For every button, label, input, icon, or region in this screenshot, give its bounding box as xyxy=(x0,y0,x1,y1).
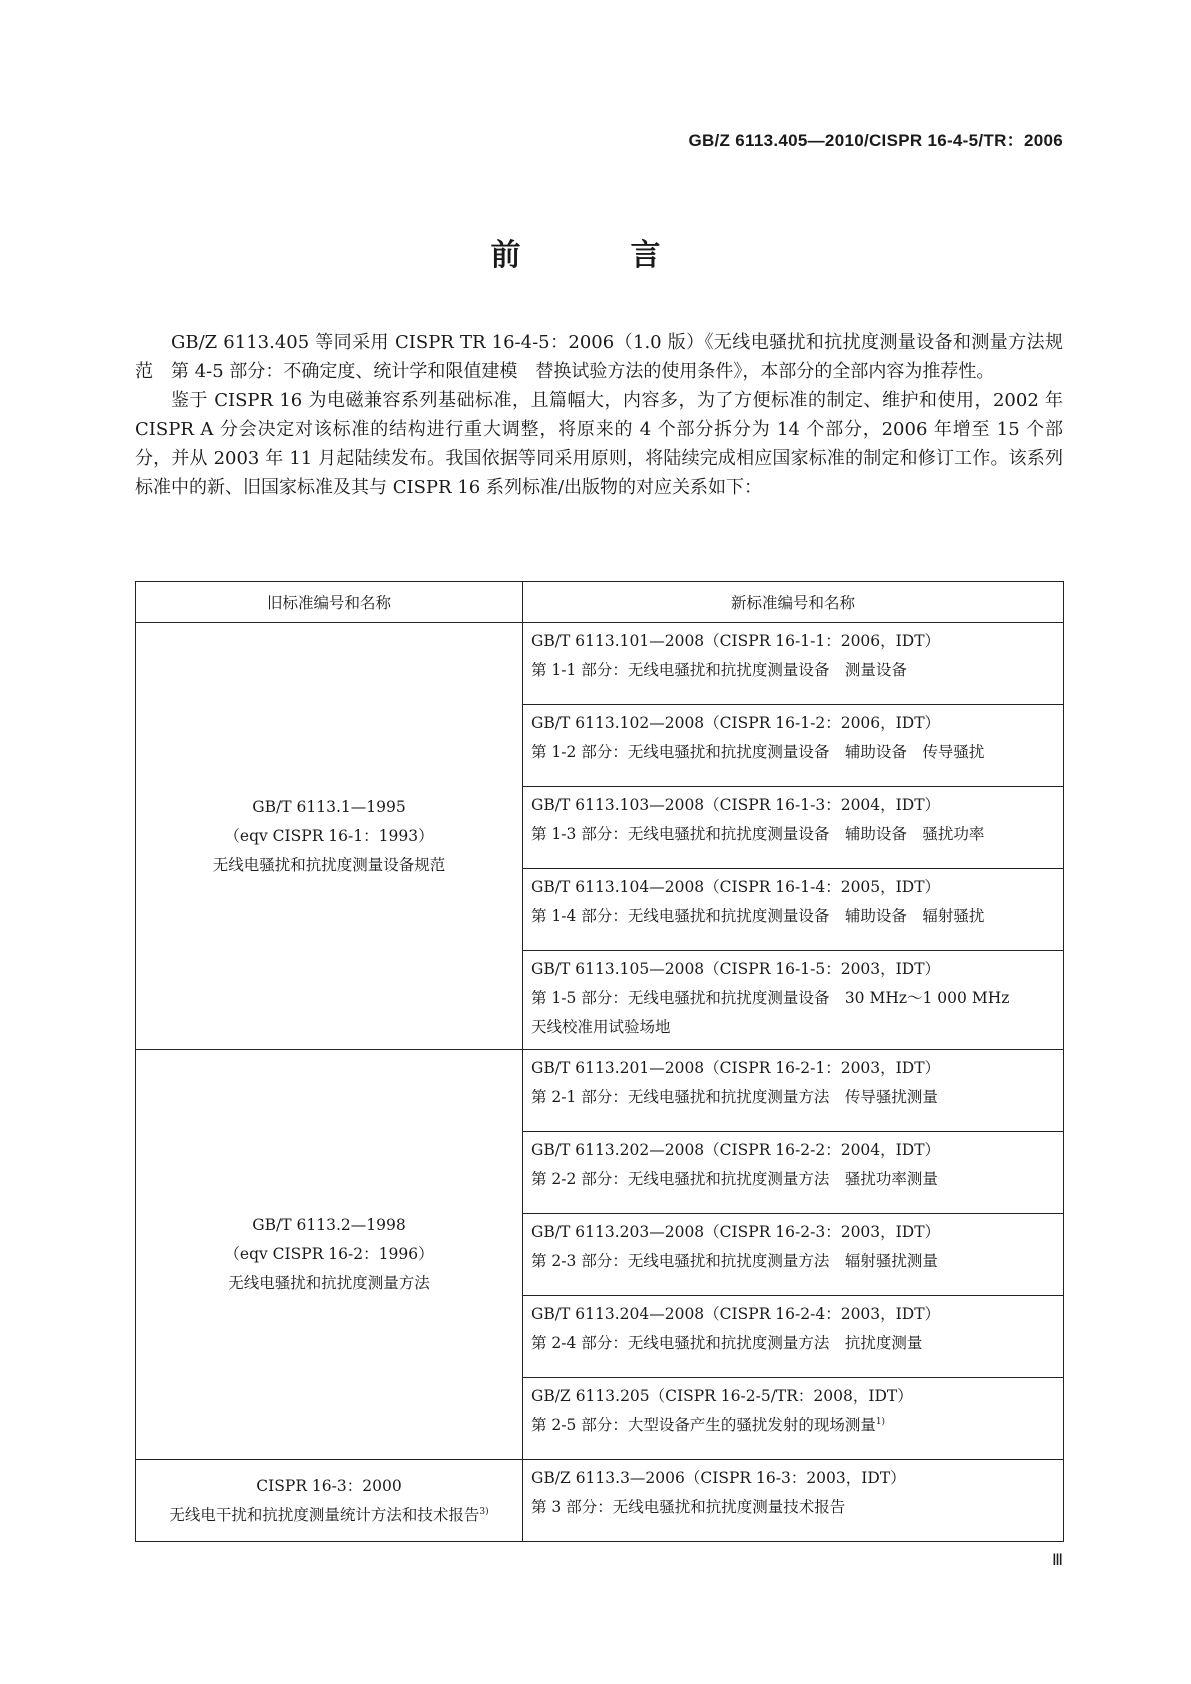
new-standard-title: 第 2-2 部分：无线电骚扰和抗扰度测量方法 骚扰功率测量 xyxy=(531,1170,938,1188)
new-standard-title: 第 2-1 部分：无线电骚扰和抗扰度测量方法 传导骚扰测量 xyxy=(531,1088,938,1106)
new-standard-title xyxy=(531,1411,1057,1440)
old-standard-cell xyxy=(136,623,523,1050)
new-standard-cell xyxy=(523,1132,1064,1214)
new-standard-title: 第 2-3 部分：无线电骚扰和抗扰度测量方法 辐射骚扰测量 xyxy=(531,1252,938,1270)
footnote-marker: 3) xyxy=(479,1506,489,1517)
new-standard-title: 第 1-2 部分：无线电骚扰和抗扰度测量设备 辅助设备 传导骚扰 xyxy=(531,743,985,761)
new-standard-cell xyxy=(523,623,1064,705)
table-row xyxy=(136,1460,1064,1542)
table-row xyxy=(136,1050,1064,1132)
new-standard-code: GB/T 6113.202—2008（CISPR 16-2-2：2004，IDT） xyxy=(531,1141,941,1159)
old-standard-equivalence: （eqv CISPR 16-1：1993） xyxy=(224,826,434,845)
new-standard-title: 第 2-4 部分：无线电骚扰和抗扰度测量方法 抗扰度测量 xyxy=(531,1334,923,1352)
old-standard-header: 旧标准编号和名称 xyxy=(136,582,523,623)
new-standard-title: 第 1-4 部分：无线电骚扰和抗扰度测量设备 辅助设备 辐射骚扰 xyxy=(531,907,985,925)
old-standard-cell xyxy=(136,1050,523,1460)
old-standard-code: GB/T 6113.2—1998 xyxy=(252,1216,406,1234)
new-standard-code: GB/T 6113.203—2008（CISPR 16-2-3：2003，IDT） xyxy=(531,1223,941,1241)
page-title: 前 言 xyxy=(490,238,701,273)
new-standard-cell xyxy=(523,1214,1064,1296)
new-standard-code: GB/T 6113.102—2008（CISPR 16-1-2：2006，IDT） xyxy=(531,714,941,732)
paragraph: GB/Z 6113.405 等同采用 CISPR TR 16-4-5：2006（1.0 版）《无线电骚扰和抗扰度测量设备和测量方法规范 第 4-5 部分：不确定度、统计学和限值建模 替换试验方法的使用条件》，本部分的全部内容为推荐性。 xyxy=(135,332,1063,382)
new-standard-code: GB/T 6113.201—2008（CISPR 16-2-1：2003，IDT） xyxy=(531,1059,941,1077)
document-code-header: GB/Z 6113.405—2010/CISPR 16-4-5/TR：2006 xyxy=(688,131,1063,150)
new-standard-title: 第 1-5 部分：无线电骚扰和抗扰度测量设备 30 MHz～1 000 MHz xyxy=(531,989,1010,1007)
old-standard-code: GB/T 6113.1—1995 xyxy=(252,797,406,816)
new-standard-cell xyxy=(523,951,1064,1050)
paragraph: 鉴于 CISPR 16 为电磁兼容系列基础标准，且篇幅大，内容多，为了方便标准的制定、维护和使用，2002 年 CISPR A 分会决定对该标准的结构进行重大调整，将原来的 4 个部分拆分为 14 个部分，2006 年增至 15 个部分，并从 2003 年 11 月起陆续发布。我国依据等同采用原则，将陆续完成相应国家标准的制定和修订工作。该系列标准中的新、旧国家标准及其与 CISPR 16 系列标准/出版物的对应关系如下： xyxy=(135,390,1063,498)
old-standard-code: CISPR 16-3：2000 xyxy=(256,1476,402,1495)
page-number: Ⅲ xyxy=(1051,1552,1063,1569)
old-standard-title-text: 无线电干扰和抗扰度测量统计方法和技术报告 xyxy=(169,1505,480,1524)
new-standard-title-text: 第 2-5 部分：大型设备产生的骚扰发射的现场测量 xyxy=(531,1416,876,1434)
new-standard-title-continued: 天线校准用试验场地 xyxy=(531,1018,671,1036)
table-row xyxy=(136,623,1064,705)
new-standard-cell xyxy=(523,787,1064,869)
new-standard-cell xyxy=(523,1460,1064,1542)
new-standard-cell xyxy=(523,705,1064,787)
new-standard-title: 第 1-3 部分：无线电骚扰和抗扰度测量设备 辅助设备 骚扰功率 xyxy=(531,825,985,843)
old-standard-title: 无线电骚扰和抗扰度测量设备规范 xyxy=(212,855,446,874)
new-standard-cell xyxy=(523,1296,1064,1378)
new-standard-title: 第 3 部分：无线电骚扰和抗扰度测量技术报告 xyxy=(531,1498,846,1516)
old-standard-title: 无线电骚扰和抗扰度测量方法 xyxy=(228,1274,430,1292)
new-standard-title: 第 1-1 部分：无线电骚扰和抗扰度测量设备 测量设备 xyxy=(531,661,907,679)
new-standard-code: GB/T 6113.104—2008（CISPR 16-1-4：2005，IDT） xyxy=(531,878,941,896)
new-standard-code: GB/T 6113.204—2008（CISPR 16-2-4：2003，IDT） xyxy=(531,1305,941,1323)
new-standard-code: GB/T 6113.103—2008（CISPR 16-1-3：2004，IDT） xyxy=(531,796,941,814)
standards-mapping-table xyxy=(135,581,1064,1542)
old-standard-title xyxy=(140,1501,518,1530)
footnote-marker: 1) xyxy=(875,1416,886,1427)
new-standard-header: 新标准编号和名称 xyxy=(523,582,1064,623)
new-standard-code: GB/Z 6113.3—2006（CISPR 16-3：2003，IDT） xyxy=(531,1469,906,1487)
new-standard-cell xyxy=(523,869,1064,951)
new-standard-code: GB/T 6113.105—2008（CISPR 16-1-5：2003，IDT） xyxy=(531,960,941,978)
new-standard-code: GB/T 6113.101—2008（CISPR 16-1-1：2006，IDT） xyxy=(531,632,941,650)
new-standard-cell xyxy=(523,1050,1064,1132)
table-header-row xyxy=(136,582,1064,623)
old-standard-cell xyxy=(136,1460,523,1542)
old-standard-equivalence: （eqv CISPR 16-2：1996） xyxy=(224,1245,434,1263)
new-standard-code: GB/Z 6113.205（CISPR 16-2-5/TR：2008，IDT） xyxy=(531,1387,913,1405)
foreword-body xyxy=(135,328,1063,502)
new-standard-cell xyxy=(523,1378,1064,1460)
